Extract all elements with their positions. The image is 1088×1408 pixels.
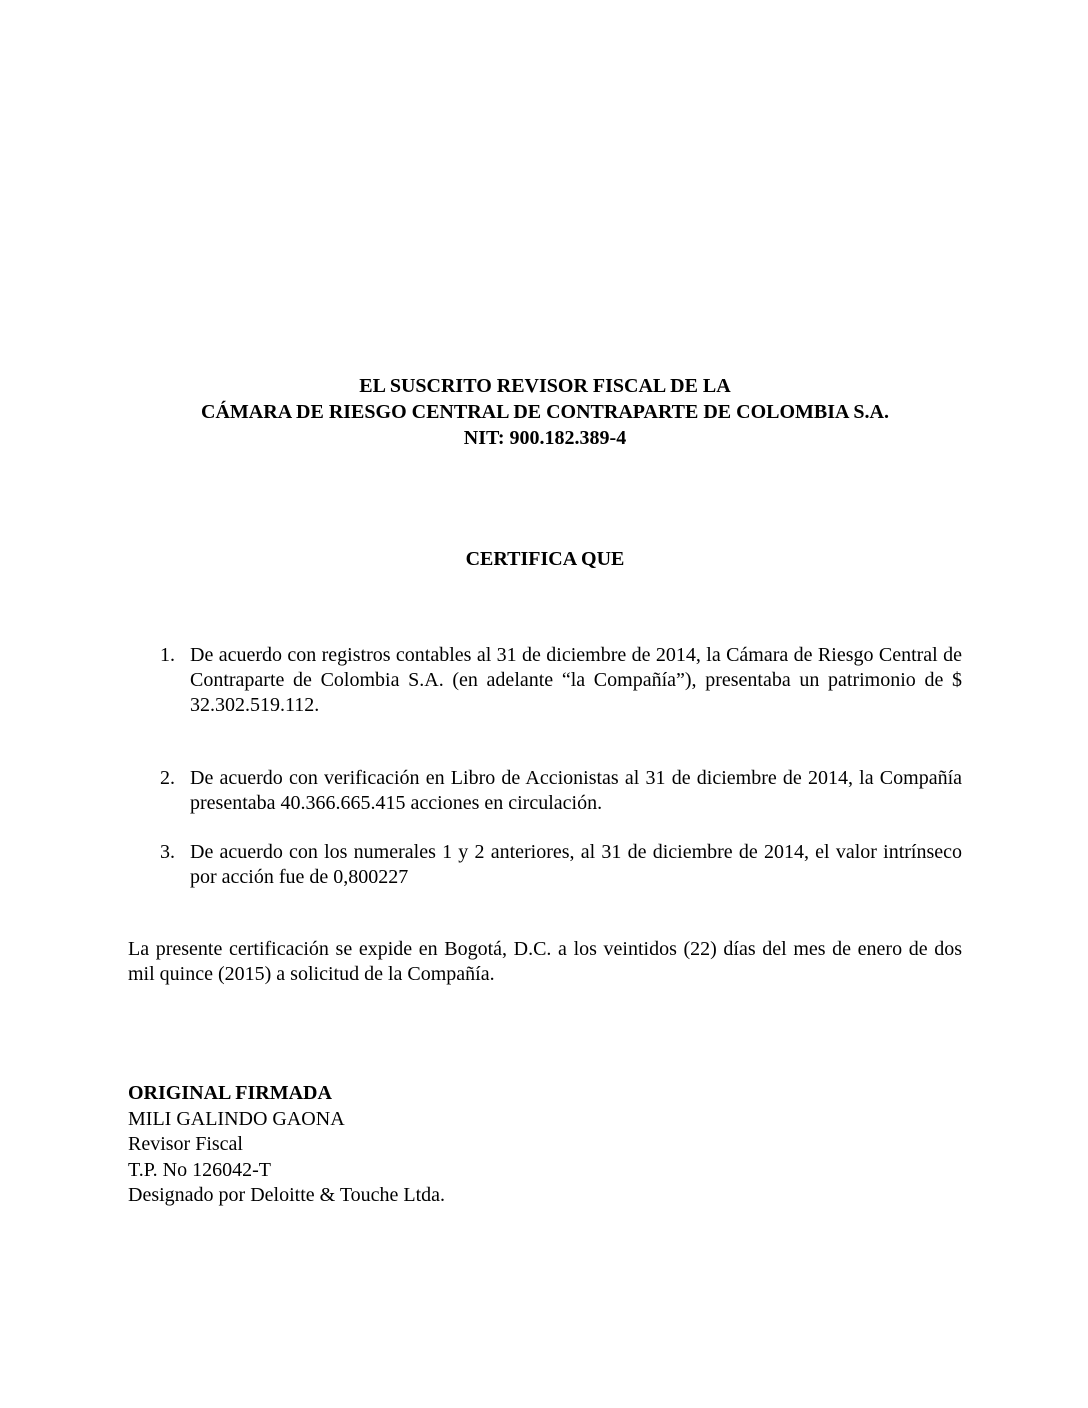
list-item-text: De acuerdo con verificación en Libro de Accionistas al 31 de diciembre de 2014, la Compañía presentaba 40.366.665.415 acciones en circulación. <box>190 767 962 814</box>
signer-name: MILI GALINDO GAONA <box>128 1107 345 1130</box>
list-item-number: 2. <box>160 767 175 789</box>
signer-firm: Designado por Deloitte & Touche Ltda. <box>128 1184 446 1206</box>
certifica-text: CERTIFICA QUE <box>465 548 625 570</box>
header-line-title: EL SUSCRITO REVISOR FISCAL DE LA <box>359 375 731 397</box>
list-item-number: 1. <box>160 644 175 666</box>
list-item-text: De acuerdo con registros contables al 31 de diciembre de 2014, la Cámara de Riesgo Central de Contraparte de Colombia S.A. (en adelante “la Compañía”), presentaba un patrimonio de $ 32.302.519.112. <box>190 644 962 716</box>
signature-block <box>128 1081 445 1209</box>
header-line-company: CÁMARA DE RIESGO CENTRAL DE CONTRAPARTE DE COLOMBIA S.A. <box>201 401 889 423</box>
signer-role: Revisor Fiscal <box>128 1133 243 1155</box>
list-item-number: 3. <box>160 841 175 863</box>
list-item-1 <box>128 643 962 718</box>
document-header <box>128 373 962 451</box>
list-item-3 <box>128 840 962 890</box>
list-item-2 <box>128 766 962 816</box>
certifica-heading <box>128 546 962 572</box>
list-item-text: De acuerdo con los numerales 1 y 2 anteriores, al 31 de diciembre de 2014, el valor intrínseco por acción fue de 0,800227 <box>190 841 962 888</box>
closing-paragraph: La presente certificación se expide en Bogotá, D.C. a los veintidos (22) días del mes de enero de dos mil quince (2015) a solicitud de la Compañía. <box>128 938 962 985</box>
signer-license: T.P. No 126042-T <box>128 1158 271 1181</box>
signature-status: ORIGINAL FIRMADA <box>128 1082 332 1104</box>
header-line-nit: NIT: 900.182.389-4 <box>463 427 627 449</box>
